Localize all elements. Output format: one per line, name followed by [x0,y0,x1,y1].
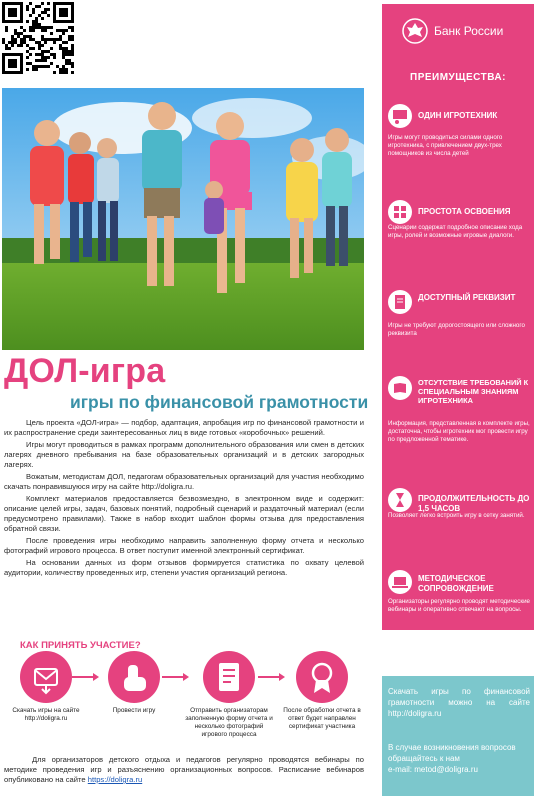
paragraph: Цель проекта «ДОЛ-игра» — подбор, адаптация, апробация игр по финансовой грамотности и их распространение среди заинтересованных лиц в виде готовых «коробочных» решений. [4,418,364,437]
hand-tap-icon [108,651,160,703]
qr-code-icon[interactable] [2,2,74,74]
advantage-head: ПРОСТОТА ОСВОЕНИЯ [418,207,511,216]
step-label: Провести игру [112,707,156,714]
presenter-icon [388,104,412,128]
report-form-icon [203,651,255,703]
download-icon [20,651,72,703]
children-running-photo [2,88,364,350]
advantage-desc: Игры могут проводиться силами одного игротехника, с привлечением двух-трех помощников из числа детей [388,134,503,158]
contact-email[interactable]: e-mail: metod@doligra.ru [388,765,478,774]
questions-note [388,742,530,775]
advantage-head: ПРОДОЛЖИТЕЛЬНОСТЬ ДО 1,5 ЧАСОВ [418,494,530,513]
hourglass-icon [388,488,412,512]
contact-box [382,676,534,796]
step-download [6,651,86,723]
document-icon [388,290,412,314]
download-note: Скачать игры по финансовой грамотности можно на сайте http://doligra.ru [388,687,530,718]
how-to-participate-title: КАК ПРИНЯТЬ УЧАСТИЕ? [20,640,141,651]
step-label: Скачать игры на сайте http://doligra.ru [12,707,80,722]
book-icon [388,376,412,400]
paragraph: Вожатым, методистам ДОЛ, педагогам образовательных организаций для участия необходимо скачать понравившуюся игру на сайте http://doligra.ru. [4,472,364,491]
page-subtitle: игры по финансовой грамотности [70,392,369,412]
paragraph: После проведения игры необходимо направить заполненную форму отчета и несколько фотографий игрового процесса. В ответ поступит именной электронный сертификат. [4,536,364,555]
bank-of-russia-logo [402,18,532,44]
certificate-icon [296,651,348,703]
questions-text: В случае возникновения вопросов обращайтесь к нам [388,743,516,763]
step-send-report [184,651,274,739]
page-title: ДОЛ-игра [4,352,166,390]
step-label: После обработки отчета в ответ будет направлен сертификат участника [283,707,361,730]
doligra-link[interactable]: https://doligra.ru [87,775,143,784]
advantage-head: МЕТОДИЧЕСКОЕ СОПРОВОЖДЕНИЕ [418,574,494,593]
advantage-desc: Игры не требуют дорогостоящего или сложного реквизита [388,322,525,338]
paragraph: Комплект материалов предоставляется безвозмездно, в электронном виде и содержит: описание целей игры, задач, базовых понятий, подробный сценарий и раздаточный материал (если предусмотрено правилами). Также в набор входит шаблон формы отзыва для предоставления обратной связи. [4,494,364,533]
step-label: Отправить организаторам заполненную форму отчета и несколько фотографий игрового процесса [185,707,273,738]
project-description [4,418,364,580]
advantage-head: ОДИН ИГРОТЕХНИК [418,111,498,120]
advantage-head: ОТСУТСТВИЕ ТРЕБОВАНИЙ К СПЕЦИАЛЬНЫМ ЗНАНИЯМ ИГРОТЕХНИКА [418,378,529,405]
webinar-note [4,755,364,785]
paragraph: На основании данных из форм отзывов формируется статистика по охвату целевой аудитории, количеству проведенных игр, степени участия организаций региона. [4,558,364,577]
laptop-icon [388,570,412,594]
bank-name: Банк России [434,24,504,38]
paragraph: Игры могут проводиться в рамках программ дополнительного образования или смен в детских лагерях дневного пребывания на базе образовательных организаций и в детских загородных лагерях. [4,440,364,469]
advantage-desc: Позволяет легко встроить игру в сетку занятий. [388,512,525,519]
advantage-desc: Информация, представленная в комплекте игры, достаточна, чтобы игротехник мог провести игру по предложенной тематике. [388,420,530,444]
advantage-head: ДОСТУПНЫЙ РЕКВИЗИТ [418,293,516,302]
advantages-title: ПРЕИМУЩЕСТВА: [410,72,506,83]
step-certificate [280,651,364,731]
webinar-text: Для организаторов детского отдыха и педагогов регулярно проводятся вебинары по методике проведения игр и разъяснению организационных вопросов. Расписание вебинаров опубликовано на сайте [4,755,364,784]
step-play [94,651,174,715]
advantage-desc: Сценарии содержат подробное описание хода игры, ролей и возможные игровые диалоги. [388,224,523,240]
advantage-desc: Организаторы регулярно проводят методические вебинары и оперативно отвечают на вопросы. [388,598,530,614]
puzzle-icon [388,200,412,224]
advantages-panel [382,4,534,630]
bank-emblem-icon [402,18,428,44]
